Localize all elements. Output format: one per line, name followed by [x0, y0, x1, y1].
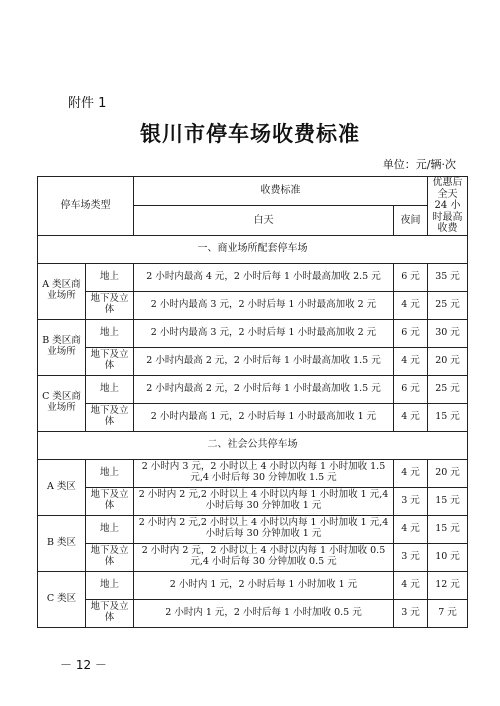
section-row — [38, 235, 468, 263]
max-fee-cell: 7 元 — [428, 599, 468, 627]
kind-cell: 地上 — [86, 319, 134, 347]
kind-cell: 地下及立体 — [86, 403, 134, 431]
max-fee-cell: 10 元 — [428, 543, 468, 571]
table-row — [38, 599, 468, 627]
table-row — [38, 515, 468, 543]
night-fee-cell: 3 元 — [394, 487, 428, 515]
night-fee-cell: 3 元 — [394, 599, 428, 627]
night-fee-cell: 6 元 — [394, 375, 428, 403]
table-row — [38, 571, 468, 599]
night-fee-cell: 4 元 — [394, 459, 428, 487]
max-fee-cell: 35 元 — [428, 263, 468, 291]
section-title: 二、社会公共停车场 — [38, 431, 468, 459]
kind-cell: 地上 — [86, 263, 134, 291]
header-night: 夜间 — [394, 206, 428, 235]
day-fee-cell: 2 小时内最高 2 元，2 小时后每 1 小时最高加收 1.5 元 — [134, 347, 394, 375]
night-fee-cell: 6 元 — [394, 319, 428, 347]
day-fee-cell: 2 小时内 2 元,2 小时以上 4 小时以内每 1 小时加收 1 元,4 小时后每 30 分钟加收 1 元 — [134, 487, 394, 515]
kind-cell: 地上 — [86, 515, 134, 543]
day-fee-cell: 2 小时内 1 元，2 小时后每 1 小时加收 1 元 — [134, 571, 394, 599]
zone-cell: B 类区 — [38, 515, 86, 571]
max-fee-cell: 15 元 — [428, 515, 468, 543]
max-fee-cell: 15 元 — [428, 487, 468, 515]
night-fee-cell: 3 元 — [394, 543, 428, 571]
section-title: 一、商业场所配套停车场 — [38, 235, 468, 263]
header-day: 白天 — [134, 206, 394, 235]
fee-table — [37, 176, 468, 628]
table-row — [38, 459, 468, 487]
night-fee-cell: 6 元 — [394, 263, 428, 291]
night-fee-cell: 4 元 — [394, 291, 428, 319]
page-number: － 12 － — [60, 658, 107, 672]
zone-cell: B 类区商业场所 — [38, 319, 86, 375]
night-fee-cell: 4 元 — [394, 571, 428, 599]
day-fee-cell: 2 小时内 1 元，2 小时后每 1 小时加收 0.5 元 — [134, 599, 394, 627]
table-row — [38, 543, 468, 571]
night-fee-cell: 4 元 — [394, 403, 428, 431]
kind-cell: 地下及立体 — [86, 291, 134, 319]
day-fee-cell: 2 小时内最高 2 元，2 小时后每 1 小时最高加收 1.5 元 — [134, 375, 394, 403]
day-fee-cell: 2 小时内 2 元,2 小时以上 4 小时以内每 1 小时加收 1 元,4 小时后每 30 分钟加收 1 元 — [134, 515, 394, 543]
table-row — [38, 319, 468, 347]
max-fee-cell: 12 元 — [428, 571, 468, 599]
zone-cell: A 类区 — [38, 459, 86, 515]
table-row — [38, 375, 468, 403]
kind-cell: 地下及立体 — [86, 543, 134, 571]
kind-cell: 地下及立体 — [86, 599, 134, 627]
kind-cell: 地下及立体 — [86, 487, 134, 515]
max-fee-cell: 20 元 — [428, 347, 468, 375]
day-fee-cell: 2 小时内最高 3 元，2 小时后每 1 小时最高加收 2 元 — [134, 319, 394, 347]
day-fee-cell: 2 小时内最高 3 元，2 小时后每 1 小时最高加收 2 元 — [134, 291, 394, 319]
table-row — [38, 291, 468, 319]
max-fee-cell: 15 元 — [428, 403, 468, 431]
kind-cell: 地上 — [86, 571, 134, 599]
night-fee-cell: 4 元 — [394, 347, 428, 375]
zone-cell: C 类区商业场所 — [38, 375, 86, 431]
kind-cell: 地下及立体 — [86, 347, 134, 375]
night-fee-cell: 4 元 — [394, 515, 428, 543]
max-fee-cell: 25 元 — [428, 291, 468, 319]
table-row — [38, 487, 468, 515]
table-row — [38, 347, 468, 375]
document-title: 银川市停车场收费标准 — [140, 121, 360, 146]
unit-label: 单位：元/辆·次 — [382, 158, 456, 171]
section-row — [38, 431, 468, 459]
header-standard: 收费标准 — [134, 177, 428, 206]
zone-cell: C 类区 — [38, 571, 86, 627]
max-fee-cell: 30 元 — [428, 319, 468, 347]
header-max: 优惠后全天 24 小时最高收费 — [428, 177, 468, 236]
day-fee-cell: 2 小时内最高 1 元，2 小时后每 1 小时最高加收 1 元 — [134, 403, 394, 431]
table-row — [38, 263, 468, 291]
max-fee-cell: 20 元 — [428, 459, 468, 487]
max-fee-cell: 25 元 — [428, 375, 468, 403]
kind-cell: 地上 — [86, 375, 134, 403]
day-fee-cell: 2 小时内 3 元，2 小时以上 4 小时以内每 1 小时加收 1.5 元,4 小时后每 30 分钟加收 1.5 元 — [134, 459, 394, 487]
kind-cell: 地上 — [86, 459, 134, 487]
day-fee-cell: 2 小时内最高 4 元，2 小时后每 1 小时最高加收 2.5 元 — [134, 263, 394, 291]
header-type: 停车场类型 — [38, 177, 134, 236]
day-fee-cell: 2 小时内 2 元，2 小时以上 4 小时以内每 1 小时加收 0.5 元,4 小时后每 30 分钟加收 0.5 元 — [134, 543, 394, 571]
attachment-label: 附件 1 — [68, 96, 107, 111]
zone-cell: A 类区商业场所 — [38, 263, 86, 319]
table-row — [38, 403, 468, 431]
